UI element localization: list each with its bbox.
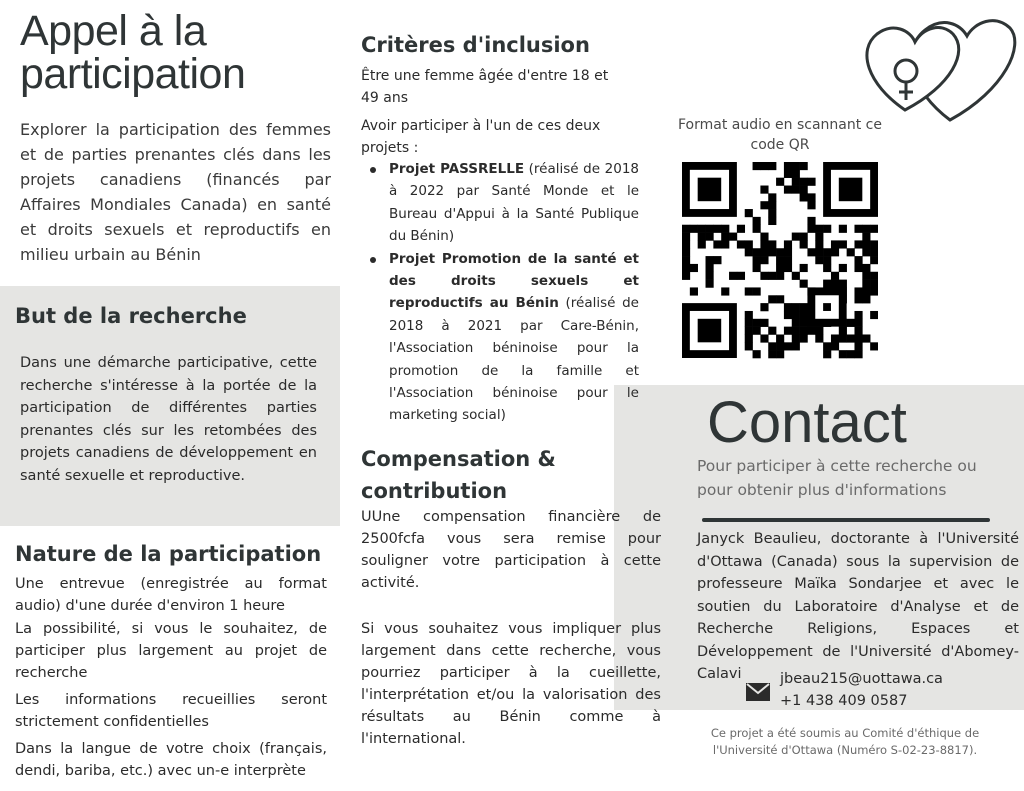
compensation-heading: Compensation & contribution xyxy=(361,447,556,503)
ethics-footer: Ce projet a été soumis au Comité d'éthique de l'Université d'Ottawa (Numéro S-02-23-8817). xyxy=(710,726,980,757)
nature-item: La possibilité, si vous le souhaitez, de participer plus largement au projet de recherche xyxy=(15,621,327,681)
contact-email-link[interactable]: jbeau215@uottawa.ca xyxy=(780,671,943,687)
but-heading: But de la recherche xyxy=(15,304,247,328)
nature-item: Une entrevue (enregistrée au format audio) d'une durée d'environ 1 heure xyxy=(15,576,327,614)
contact-subtitle: Pour participer à cette recherche ou pour obtenir plus d'informations xyxy=(697,457,977,499)
nature-item: Les informations recueillies seront strictement confidentielles xyxy=(15,692,327,730)
criteres-heading: Critères d'inclusion xyxy=(361,33,590,57)
nature-list xyxy=(15,573,327,782)
contact-phone: +1 438 409 0587 xyxy=(780,693,908,709)
project-name: Projet PASSRELLE xyxy=(389,161,525,177)
project-item xyxy=(361,158,639,248)
criteres-age-text: Être une femme âgée d'entre 18 et 49 ans xyxy=(361,68,609,106)
title-line-1: Appel à la xyxy=(20,7,207,55)
qr-code-icon[interactable] xyxy=(682,162,878,360)
projects-list xyxy=(361,158,639,427)
criteres-projects-intro: Avoir participer à l'un de ces deux projets : xyxy=(361,118,601,156)
nature-item: Dans la langue de votre choix (français, dendi, bariba, etc.) avec un-e interprète xyxy=(15,741,327,779)
nature-heading: Nature de la participation xyxy=(15,542,322,566)
page-title xyxy=(20,7,340,98)
contact-person: Janyck Beaulieu, doctorante à l'Université d'Ottawa (Canada) sous la supervision de professeure Maïka Sondarjee et avec le soutien du Laboratoire d'Analyse et de Recherche Religions, Espaces et Développement de l'Université d'Abomey-Calavi xyxy=(697,531,1019,682)
envelope-icon xyxy=(746,683,770,701)
compensation-text: UUne compensation financière de 2500fcfa vous sera remise pour souligner votre participation à cette activité. xyxy=(361,509,661,591)
involvement-text: Si vous souhaitez vous impliquer plus largement dans cette recherche, vous pourriez participer à la cueillette, l'interprétation et/ou la valorisation des résultats au Bénin comme à l'international. xyxy=(361,621,661,747)
project-detail: (réalisé de 2018 à 2021 par Care-Bénin, l'Association béninoise pour la promotion de la famille et l'Association béninoise pour le marketing social) xyxy=(389,295,639,424)
qr-caption: Format audio en scannant ce code QR xyxy=(678,117,882,153)
project-detail: (réalisé de 2018 à 2022 par Santé Monde et le Bureau d'Appui à la Santé Publique du Bénin) xyxy=(389,161,640,245)
title-line-2: participation xyxy=(20,50,246,98)
contact-divider xyxy=(702,518,990,522)
project-name: Projet Promotion de la santé et des droits sexuels et reproductifs au Bénin xyxy=(389,250,639,312)
but-text: Dans une démarche participative, cette recherche s'intéresse à la portée de la participation de différentes parties prenantes clés sur les retombées des projets canadiens de développement en santé sexuelle et reproductive. xyxy=(20,355,317,484)
contact-title: Contact xyxy=(707,390,907,455)
project-item xyxy=(361,248,639,427)
hearts-female-symbol-icon xyxy=(855,10,1020,130)
intro-text: Explorer la participation des femmes et de parties prenantes clés dans les projets canadiens (financés par Affaires Mondiales Canada) en santé et droits sexuels et reproductifs en milieu urbain au Bénin xyxy=(20,120,331,264)
